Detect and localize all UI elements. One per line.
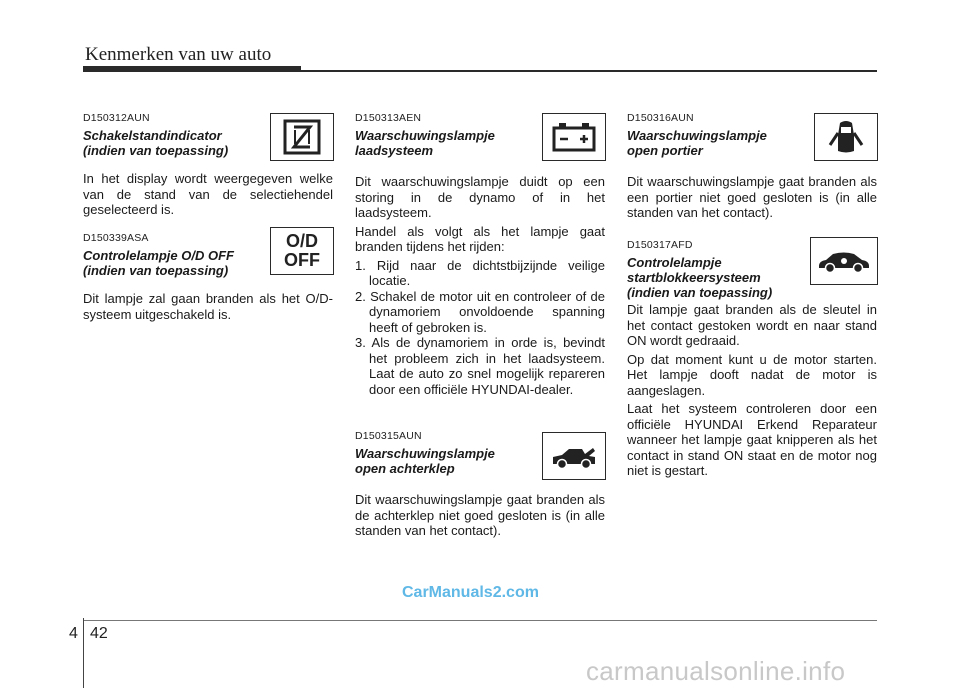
- section-subtitle: Controlelampje O/D OFF (indien van toepassing): [83, 248, 234, 278]
- list-item: 2. Schakel de motor uit en controleer of de dynamoriem onvoldoende spanning heeft of gebroken is.: [355, 288, 605, 335]
- watermark-carmanuals2: CarManuals2.com: [402, 584, 539, 601]
- page-number: 42: [90, 625, 108, 642]
- column-2: [355, 112, 605, 542]
- section-subtitle: Schakelstandindicator (indien van toepassing): [83, 128, 229, 158]
- section-open-trunk: [355, 430, 605, 539]
- section-code: D150313AEN: [355, 112, 422, 124]
- footer-rule: [83, 620, 877, 621]
- od-off-icon-label: O/D OFF: [284, 231, 320, 270]
- open-door-icon: [814, 113, 878, 161]
- list-item: 1. Rijd naar de dichtstbijzijnde veilige locatie.: [355, 257, 605, 288]
- section-code: D150312AUN: [83, 112, 150, 124]
- section-text: Dit waarschuwingslampje gaat branden als de achterklep niet goed gesloten is (in alle standen van het contact).: [355, 492, 605, 538]
- page-header-title: Kenmerken van uw auto: [85, 44, 272, 65]
- section-text: In het display wordt weergegeven welke van de stand van de selectiehendel geselecteerd is.: [83, 171, 333, 217]
- section-code: D150316AUN: [627, 112, 694, 124]
- section-text: Dit waarschuwingslampje duidt op een storing in de dynamo of in het laadsysteem.: [355, 174, 605, 220]
- section-open-door: [627, 112, 877, 239]
- section-text: Dit waarschuwingslampje gaat branden als een portier niet goed gesloten is (in alle standen van het contact).: [627, 174, 877, 220]
- immobilizer-car-icon: [810, 237, 878, 285]
- watermark-carmanualsonline: carmanualsonline.info: [586, 656, 846, 686]
- section-immobilizer: [627, 239, 877, 479]
- section-charging-system: [355, 112, 605, 430]
- section-shift-indicator: [83, 112, 333, 232]
- section-od-off: [83, 232, 333, 322]
- chapter-number: 4: [69, 625, 78, 642]
- shift-indicator-icon: [270, 113, 334, 161]
- section-text: Dit lampje zal gaan branden als het O/D-systeem uitgeschakeld is.: [83, 291, 333, 322]
- open-trunk-icon: [542, 432, 606, 480]
- od-off-indicator-icon: [270, 227, 334, 275]
- section-code: D150317AFD: [627, 239, 693, 251]
- section-text: Handel als volgt als het lampje gaat branden tijdens het rijden:: [355, 223, 605, 254]
- section-subtitle: Waarschuwingslampje open achterklep: [355, 446, 495, 476]
- section-subtitle: Waarschuwingslampje open portier: [627, 128, 767, 158]
- section-text: Dit lampje gaat branden als de sleutel in het contact gestoken wordt en naar stand ON wordt gedraaid.: [627, 302, 877, 348]
- steps-list: [355, 258, 605, 398]
- section-code: D150339ASA: [83, 232, 149, 244]
- section-subtitle: Waarschuwingslampje laadsysteem: [355, 128, 495, 158]
- column-3: [627, 112, 877, 482]
- list-item: 3. Als de dynamoriem in orde is, bevindt het probleem zich in het laadsysteem. Laat de auto zo snel mogelijk repareren door een officiële HYUNDAI-dealer.: [355, 335, 605, 397]
- footer-divider: [83, 618, 84, 688]
- section-subtitle: Controlelampje startblokkeersysteem (indien van toepassing): [627, 255, 773, 300]
- battery-icon: [542, 113, 606, 161]
- section-code: D150315AUN: [355, 430, 422, 442]
- column-1: [83, 112, 333, 325]
- header-rule: [301, 70, 877, 72]
- header-bar: [83, 66, 301, 72]
- section-text: Laat het systeem controleren door een officiële HYUNDAI Erkend Reparateur wanneer het lampje gaat knipperen als het contact in stand ON staat en de motor nog niet is gestart.: [627, 401, 877, 478]
- section-text: Op dat moment kunt u de motor starten. Het lampje dooft nadat de motor is aangeslagen.: [627, 351, 877, 398]
